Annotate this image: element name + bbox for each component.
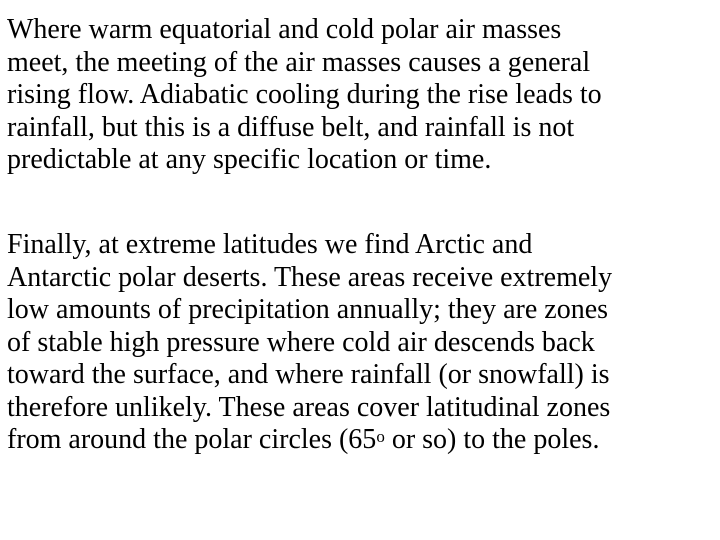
text-line: low amounts of precipitation annually; they are zones — [7, 294, 609, 325]
text-line: predictable at any specific location or time. — [7, 144, 492, 175]
paragraph-polar-deserts — [7, 229, 707, 457]
text-line: meet, the meeting of the air masses causes a general — [7, 46, 591, 78]
text-line: Finally, at extreme latitudes we find Arctic and — [7, 229, 533, 260]
text-line-last — [7, 424, 707, 457]
text-line: Antarctic polar deserts. These areas receive extremely — [7, 261, 613, 293]
text-line: Where warm equatorial and cold polar air masses — [7, 14, 562, 45]
text-line: rainfall, but this is a diffuse belt, and rainfall is not — [7, 111, 575, 143]
text-segment: or so) to the poles. — [384, 424, 600, 455]
text-segment: from around the polar circles (65 — [7, 424, 377, 455]
text-line: therefore unlikely. These areas cover latitudinal zones — [7, 391, 611, 423]
text-line: toward the surface, and where rainfall (or snowfall) is — [7, 359, 610, 390]
text-line: rising flow. Adiabatic cooling during the rise leads to — [7, 79, 602, 110]
degree-superscript: o — [376, 427, 385, 446]
paragraph-intertropical-convergence — [7, 14, 707, 177]
text-line: of stable high pressure where cold air descends back — [7, 326, 595, 358]
